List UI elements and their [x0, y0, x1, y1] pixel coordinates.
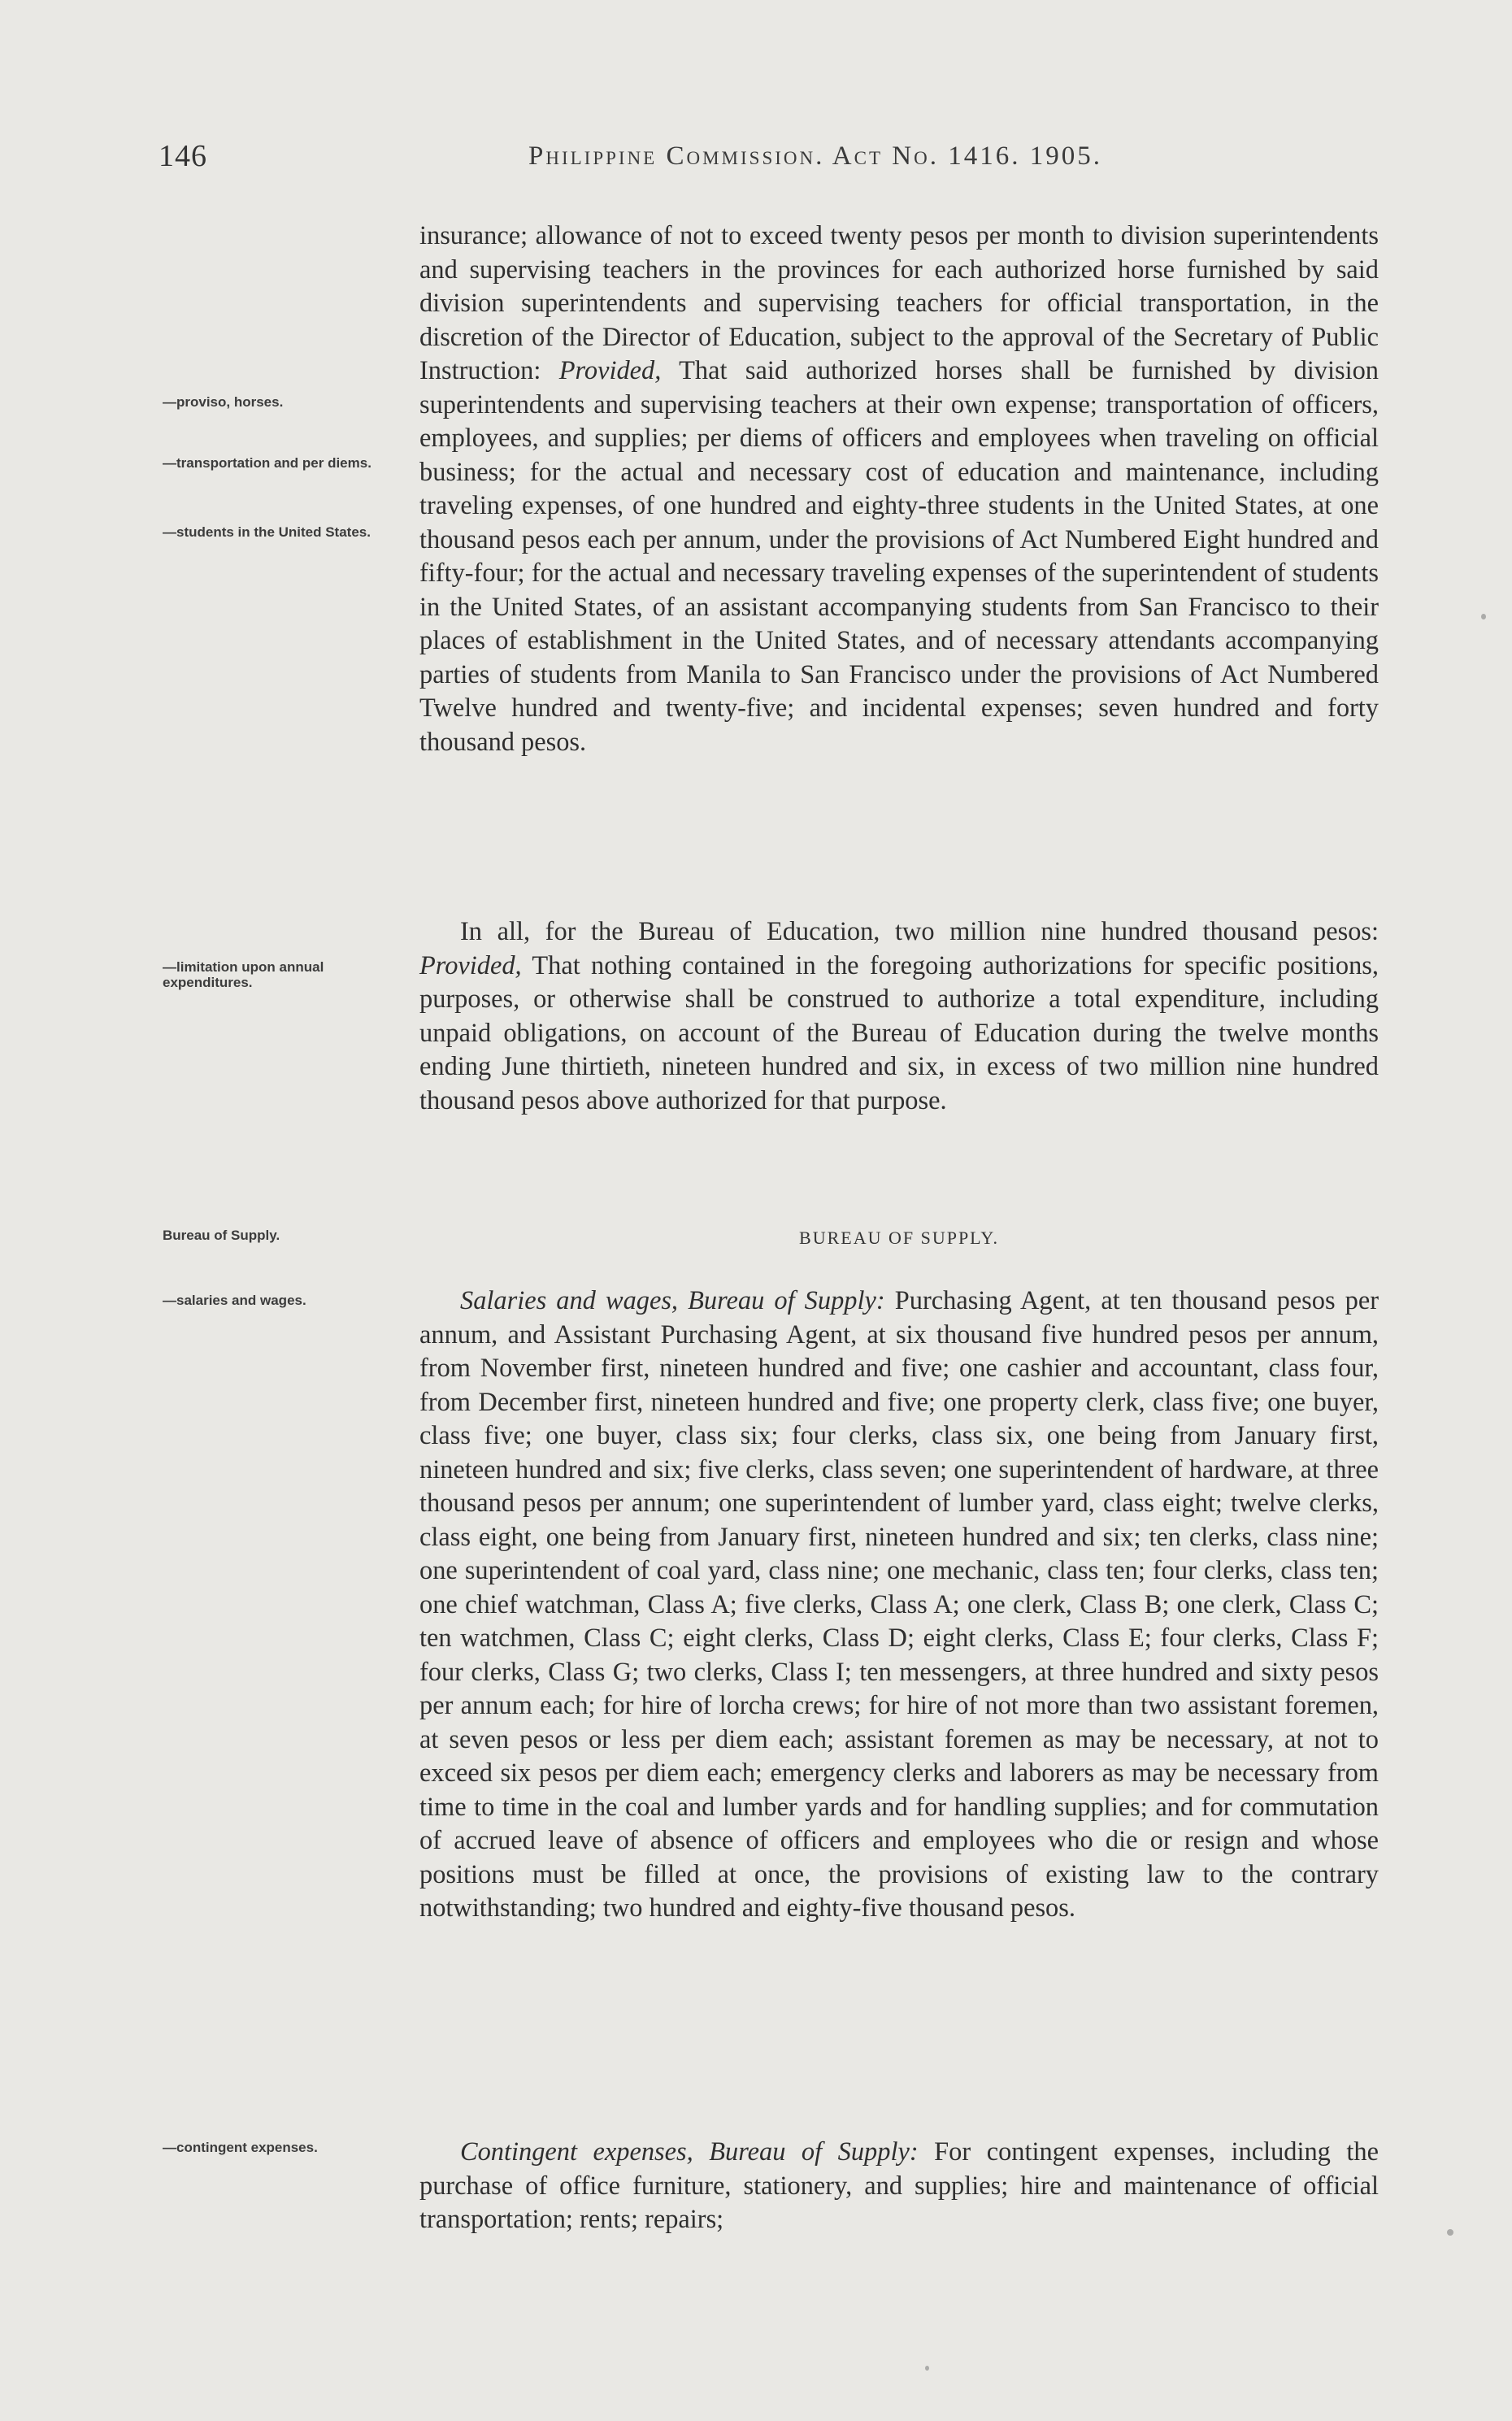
sidenote-bureau-of-supply: Bureau of Supply. — [163, 1228, 280, 1243]
paragraph-4-heading: Contingent expenses, Bureau of Supply: — [460, 2137, 919, 2167]
paragraph-2-text-a: In all, for the Bureau of Education, two million nine hundred thousand pesos: — [460, 917, 1379, 946]
paragraph-3 — [419, 1284, 1379, 1926]
paragraph-2-proviso: Provided, — [419, 950, 522, 980]
sidenote-contingent: —contingent expenses. — [163, 2140, 318, 2155]
page-header — [0, 138, 1512, 187]
paragraph-3-heading: Salaries and wages, Bureau of Supply: — [460, 1286, 885, 1315]
paragraph-3-text: Purchasing Agent, at ten thousand pesos per annum, and Assistant Purchasing Agent, at six thousand five hundred pesos per annum, from November first, nineteen hundred and five; one cashier and accountant, class four, from December first, nineteen hundred and five; one property clerk, class five; one buyer, class five; one buyer, class six; four clerks, class six, one being from January first, nineteen hundred and six; five clerks, class seven; one superintendent of hardware, at three thousand pesos per annum; one superintendent of lumber yard, class eight; twelve clerks, class eight, one being from January first, nineteen hundred and six; ten clerks, class nine; one superintendent of coal yard, class nine; one mechanic, class ten; four clerks, class ten; one chief watchman, Class A; five clerks, Class A; one clerk, Class B; one clerk, Class C; ten watchmen, Class C; eight clerks, Class D; eight clerks, Class E; four clerks, Class F; four clerks, Class G; two clerks, Class I; ten messengers, at three hundred and sixty pesos per annum each; for hire of lorcha crews; for hire of not more than two assistant foremen, at seven pesos or less per diem each; assistant foremen as may be necessary, at not to exceed six pesos per diem each; emergency clerks and laborers as may be necessary from time to time in the coal and lumber yards and for handling supplies; and for commutation of accrued leave of absence of officers and employees who die or resign and whose positions must be filled at once, the provisions of existing law to the contrary notwithstanding; two hundred and eighty-five thousand pesos. — [419, 1286, 1379, 1923]
running-head: Philippine Commission. Act No. 1416. 1905. — [528, 141, 1102, 171]
sidenote-limitation: —limitation upon annual expenditures. — [163, 959, 324, 990]
paper-speck — [1447, 2229, 1453, 2236]
sidenote-proviso-horses: —proviso, horses. — [163, 394, 284, 410]
paragraph-4-text: For contingent expenses, including the purchase of office furniture, stationery, and supplies; hire and maintenance of official transportation; rents; repairs; — [419, 2137, 1379, 2234]
section-heading: BUREAU OF SUPPLY. — [799, 1228, 999, 1248]
paragraph-2-text-b: That nothing contained in the foregoing authorizations for specific positions, purposes, or otherwise shall be construed to authorize a total expenditure, including unpaid obligations, on account of the Bureau of Education during the twelve months ending June thirtieth, nineteen hundred and six, in excess of two million nine hundred thousand pesos above authorized for that purpose. — [419, 950, 1379, 1115]
paper-speck — [925, 2366, 929, 2371]
paragraph-1-text-b: That said authorized horses shall be furnished by division superintendents and supervising teachers at their own expense; transportation of officers, employees, and supplies; per diems of officers and employees when traveling on official business; for the actual and necessary cost of education and maintenance, including traveling expenses, of one hundred and eighty-three students in the United States, at one thousand pesos each per annum, under the provisions of Act Numbered Eight hundred and fifty-four; for the actual and necessary traveling expenses of the superintendent of students in the United States, of an assistant accompanying students from San Francisco to their places of establishment in the United States, and of necessary attendants accompanying parties of students from Manila to San Francisco under the provisions of Act Numbered Twelve hundred and twenty-five; and incidental expenses; seven hundred and forty thousand pesos. — [419, 356, 1379, 757]
sidenote-salaries: —salaries and wages. — [163, 1293, 306, 1308]
paper-speck — [1481, 614, 1486, 619]
page-number: 146 — [159, 139, 207, 173]
paragraph-2 — [419, 915, 1379, 1118]
paragraph-4 — [419, 2136, 1379, 2237]
sidenote-transportation: —transportation and per diems. — [163, 455, 371, 471]
paragraph-1 — [419, 219, 1379, 759]
sidenote-students: —students in the United States. — [163, 524, 371, 540]
paragraph-1-text-a: insurance; allowance of not to exceed twenty pesos per month to division superintendents and supervising teachers in the provinces for each authorized horse furnished by said division superintendents and supervising teachers for official transportation, in the discretion of the Director of Education, subject to the approval of the Secretary of Public Instruction: — [419, 221, 1379, 385]
paragraph-1-proviso: Provided, — [558, 356, 662, 385]
